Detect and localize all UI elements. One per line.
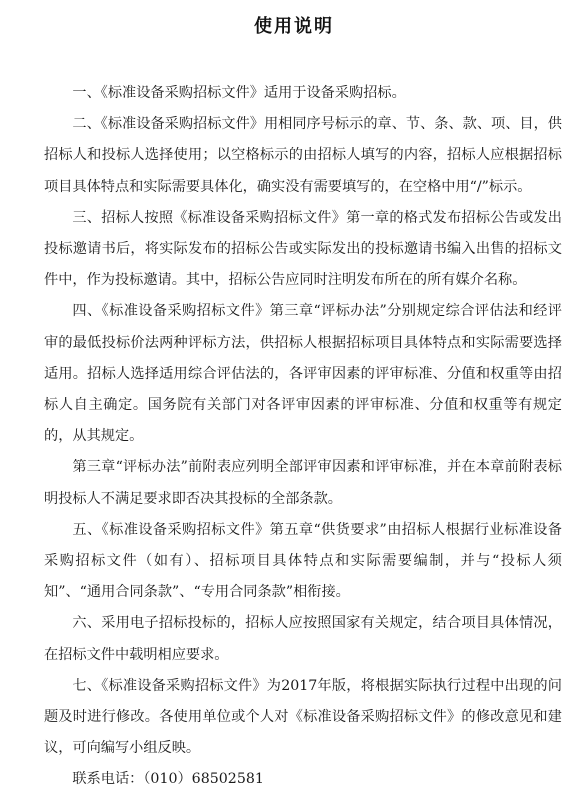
page-title: 使用说明: [254, 16, 334, 37]
paragraph-6: 五、《标准设备采购招标文件》第五章“供货要求”由招标人根据行业标准设备采购招标文件（如有）、招标项目具体特点和实际需要编制，并与“投标人须知”、“通用合同条款”、“专用合同条款”相衔接。: [44, 521, 562, 601]
paragraph-8: 七、《标准设备采购招标文件》为2017年版，将根据实际执行过程中出现的问题及时进行修改。各使用单位或个人对《标准设备采购招标文件》的修改意见和建议，可向编写小组反映。: [44, 677, 562, 757]
paragraph-5: 第三章“评标办法”前附表应列明全部评审因素和评审标准，并在本章前附表标明投标人不满足要求即否决其投标的全部条款。: [44, 459, 562, 507]
paragraph-4: 四、《标准设备采购招标文件》第三章“评标办法”分别规定综合评估法和经评审的最低投标价法两种评标方法，供招标人根据招标项目具体特点和实际需要选择适用。招标人选择适用综合评估法的，各评审因素的评审标准、分值和权重等由招标人自主确定。国务院有关部门对各评审因素的评审标准、分值和权重等有规定的，从其规定。: [44, 303, 562, 445]
paragraph-7: 六、采用电子招标投标的，招标人应按照国家有关规定，结合项目具体情况，在招标文件中载明相应要求。: [44, 615, 562, 663]
paragraph-3: 三、招标人按照《标准设备采购招标文件》第一章的格式发布招标公告或发出投标邀请书后，将实际发布的招标公告或实际发出的投标邀请书编入出售的招标文件中，作为投标邀请。其中，招标公告应同时注明发布所在的所有媒介名称。: [44, 209, 562, 289]
paragraph-1: 一、《标准设备采购招标文件》适用于设备采购招标。: [72, 85, 406, 101]
document-body: [44, 78, 562, 796]
paragraph-2: 二、《标准设备采购招标文件》用相同序号标示的章、节、条、款、项、目，供招标人和投标人选择使用；以空格标示的由招标人填写的内容，招标人应根据招标项目具体特点和实际需要具体化，确实没有需要填写的，在空格中用“/”标示。: [44, 116, 562, 195]
contact-phone: 联系电话：（010）68502581: [72, 771, 264, 788]
